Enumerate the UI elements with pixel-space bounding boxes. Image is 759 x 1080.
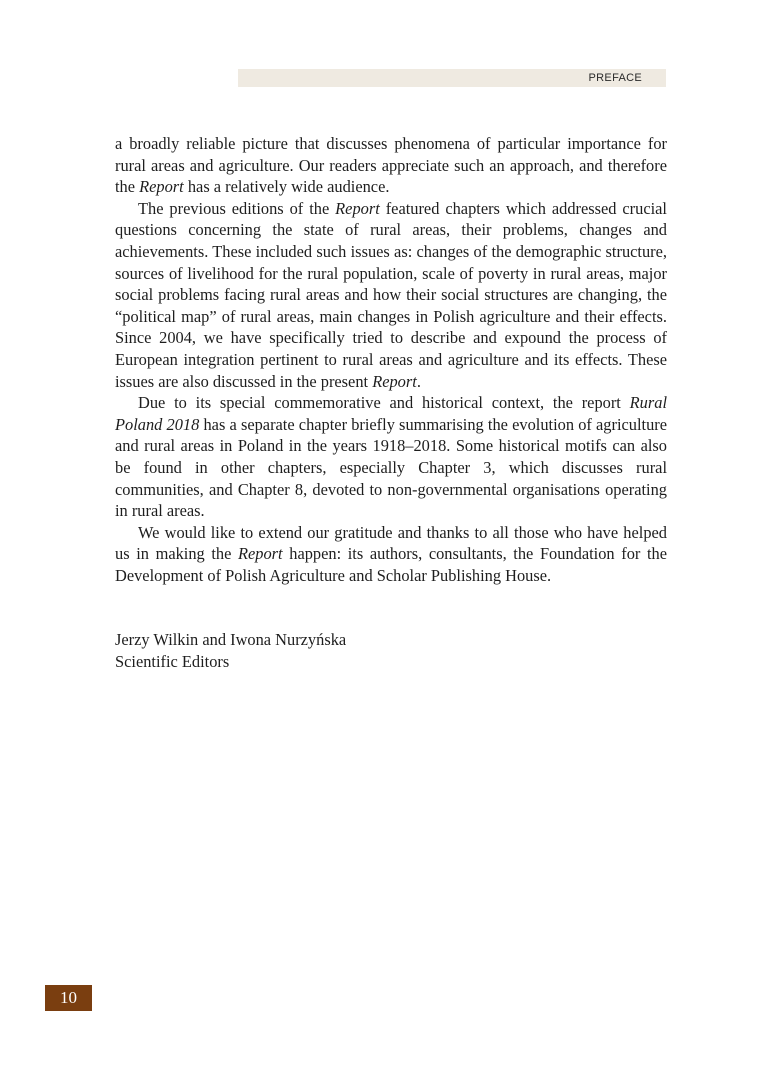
- body-paragraph: [115, 392, 667, 522]
- paragraph-text: happen: its authors, consultants, the Foundation for the Development of Polish Agriculture and Scholar Publishing House.: [115, 544, 667, 585]
- body-paragraph: [115, 133, 667, 198]
- paragraph-text: has a relatively wide audience.: [183, 177, 390, 197]
- editor-role: Scientific Editors: [115, 651, 230, 671]
- page-number: 10: [60, 988, 77, 1007]
- italic-title-reference: Report: [238, 544, 283, 564]
- section-label: PREFACE: [588, 72, 642, 84]
- body-paragraph: [115, 198, 667, 392]
- italic-title-reference: Report: [139, 177, 184, 197]
- italic-title-reference: Report: [335, 198, 380, 218]
- signature-block: [115, 629, 346, 672]
- page-number-badge: [45, 985, 92, 1011]
- paragraph-text: Due to its special commemorative and historical context, the report: [138, 393, 630, 413]
- paragraph-text: a broadly reliable picture that discusses phenomena of particular importance for rural areas and agriculture. Our readers appreciate such an approach, and therefore the: [115, 134, 667, 197]
- editor-names: Jerzy Wilkin and Iwona Nurzyńska: [115, 630, 347, 649]
- paragraph-text: We would like to extend our gratitude and thanks to all those who have helped us in making the: [115, 522, 667, 564]
- preface-body: [115, 133, 667, 586]
- paragraph-text: The previous editions of the: [138, 198, 336, 218]
- paragraph-text: has a separate chapter briefly summarising the evolution of agriculture and rural areas in Poland in the years 1918–2018. Some historical motifs can also be found in other chapters, especially Chapter 3, which discusses rural communities, and Chapter 8, devoted to non-governmental organisations operating in rural areas.: [115, 414, 668, 521]
- paragraph-text: .: [416, 371, 421, 391]
- running-header: [238, 69, 666, 87]
- body-paragraph: [115, 522, 667, 587]
- italic-title-reference: Rural Poland 2018: [115, 393, 667, 434]
- paragraph-text: featured chapters which addressed crucial questions concerning the state of rural areas, their problems, changes and achievements. These included such issues as: changes of the demographic structure, sources of livelihood for the rural population, scale of poverty in rural areas, major social problems facing rural areas and how their social structures are changing, the “political map” of rural areas, main changes in Polish agriculture and their effects. Since 2004, we have specifically tried to describe and expound the process of European integration pertinent to rural areas and agriculture and its effects. These issues are also discussed in the present: [115, 198, 667, 391]
- italic-title-reference: Report: [372, 371, 417, 391]
